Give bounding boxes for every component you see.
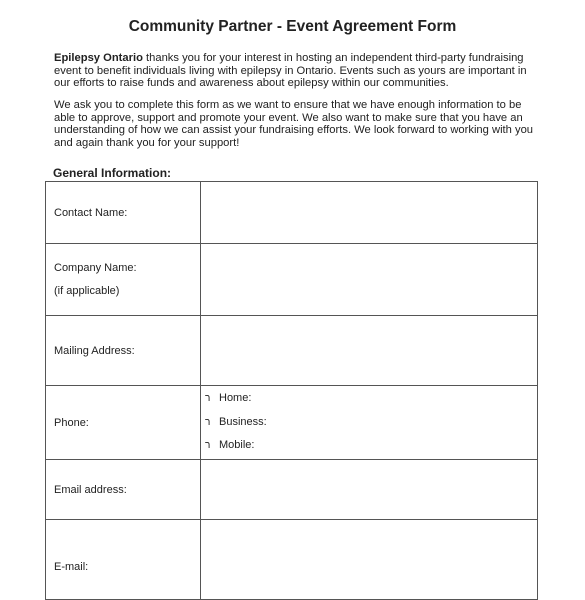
phone-options-list bbox=[205, 387, 537, 458]
email-address-row bbox=[46, 460, 538, 520]
phone-option-mobile[interactable] bbox=[205, 434, 537, 458]
contact-name-field[interactable] bbox=[201, 182, 538, 244]
company-name-label-cell bbox=[46, 244, 201, 316]
phone-options-cell bbox=[201, 386, 538, 460]
email-label-cell bbox=[46, 520, 201, 600]
email-field[interactable] bbox=[201, 520, 538, 600]
phone-option-home[interactable] bbox=[205, 387, 537, 411]
intro-paragraph bbox=[54, 52, 534, 90]
phone-row bbox=[46, 386, 538, 460]
email-row bbox=[46, 520, 538, 600]
company-name-label: Company Name: bbox=[54, 262, 137, 274]
company-name-row bbox=[46, 244, 538, 316]
phone-option-business[interactable] bbox=[205, 411, 537, 435]
mailing-address-field[interactable] bbox=[201, 316, 538, 386]
company-name-note: (if applicable) bbox=[54, 285, 120, 297]
contact-name-row bbox=[46, 182, 538, 244]
general-information-table bbox=[45, 181, 538, 600]
phone-label: Phone: bbox=[46, 386, 201, 460]
mailing-address-label: Mailing Address: bbox=[46, 316, 201, 386]
phone-business-label: Business: bbox=[219, 415, 267, 428]
checkbox-icon: ר bbox=[205, 416, 211, 428]
intro-text: thanks you for your interest in hosting an independent third-party fundraising event to benefit individuals living with epilepsy in Ontario. Events such as yours are important in our efforts to raise funds and awareness about epilepsy within our communities. bbox=[54, 52, 527, 90]
email-label: E-mail: bbox=[54, 560, 89, 573]
email-address-label: Email address: bbox=[46, 460, 201, 520]
organization-name: Epilepsy Ontario bbox=[54, 52, 143, 64]
section-heading: General Information: bbox=[53, 166, 172, 180]
email-address-field[interactable] bbox=[201, 460, 538, 520]
checkbox-icon: ר bbox=[205, 393, 211, 405]
phone-home-label: Home: bbox=[219, 392, 252, 405]
request-paragraph: We ask you to complete this form as we want to ensure that we have enough information to be able to approve, support and promote your event. We also want to make sure that you have an understanding of how we can assist your fundraising efforts. We look forward to working with you and again thank you for your support! bbox=[54, 99, 534, 149]
contact-name-label: Contact Name: bbox=[46, 182, 201, 244]
checkbox-icon: ר bbox=[205, 440, 211, 452]
document-title: Community Partner - Event Agreement Form bbox=[128, 18, 457, 35]
phone-mobile-label: Mobile: bbox=[219, 439, 255, 452]
company-name-field[interactable] bbox=[201, 244, 538, 316]
mailing-address-row bbox=[46, 316, 538, 386]
